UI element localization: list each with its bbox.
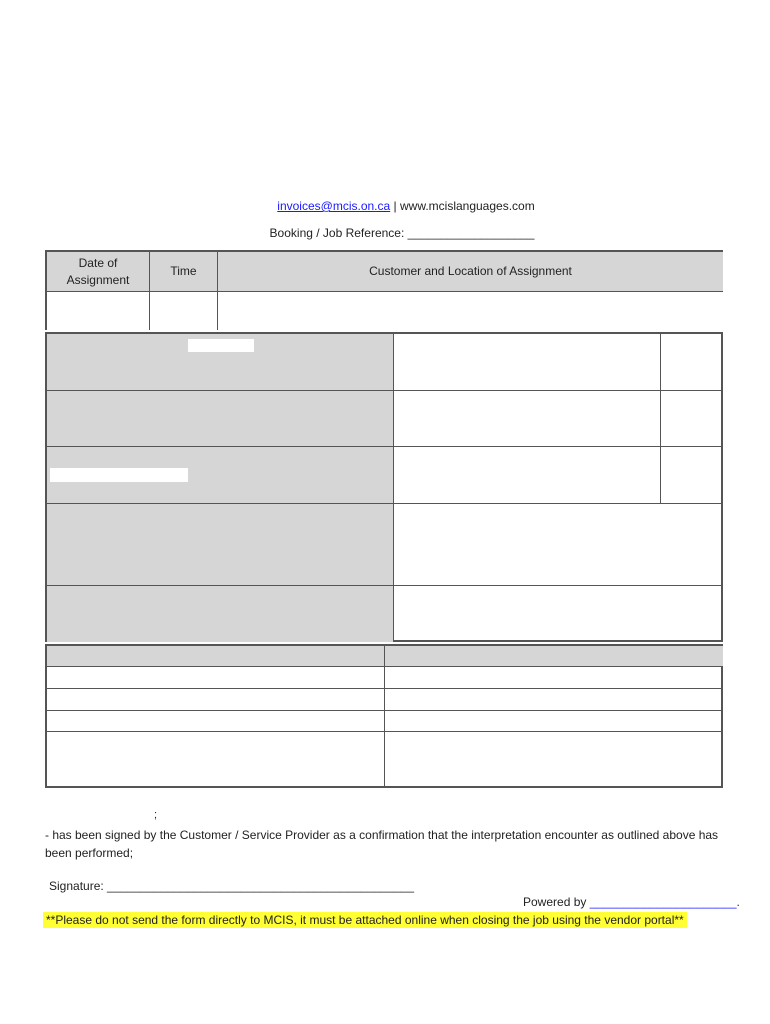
details-field-1[interactable]: [394, 334, 661, 391]
details-field-3[interactable]: [394, 447, 661, 504]
date-field[interactable]: [47, 292, 150, 330]
summary-row-4-left[interactable]: [47, 732, 385, 788]
confirmation-text: - has been signed by the Customer / Service Provider as a confirmation that the interpretation encounter as outlined above has been performed;: [45, 828, 719, 860]
details-field-4[interactable]: [394, 504, 723, 586]
summary-row-2-left[interactable]: [47, 689, 385, 711]
details-field-5[interactable]: [394, 586, 723, 642]
contact-line: [0, 199, 770, 213]
header-time: Time: [150, 252, 218, 292]
summary-header-left: [47, 646, 385, 667]
summary-row-3-left[interactable]: [47, 711, 385, 732]
powered-by-link[interactable]: ______________________: [589, 895, 737, 909]
time-field[interactable]: [150, 292, 218, 330]
header-date: Date of Assignment: [47, 252, 150, 292]
summary-row-2-right[interactable]: [385, 689, 723, 711]
white-label-box: [188, 339, 254, 352]
summary-row-1-left[interactable]: [47, 667, 385, 689]
details-label-3: [47, 447, 394, 504]
summary-row-1-right[interactable]: [385, 667, 723, 689]
details-small-field-2[interactable]: [661, 391, 723, 447]
email-link[interactable]: invoices@mcis.on.ca: [277, 199, 391, 213]
details-label-2: [47, 391, 394, 447]
summary-row-3-right[interactable]: [385, 711, 723, 732]
details-small-field-1[interactable]: [661, 334, 723, 391]
details-label-1: [47, 334, 394, 391]
white-label-box: [50, 468, 188, 482]
summary-row-4-right[interactable]: [385, 732, 723, 788]
summary-header-right: [385, 646, 723, 667]
semicolon-mark: ;: [154, 809, 158, 821]
details-label-5: [47, 586, 394, 642]
header-customer-location: Customer and Location of Assignment: [218, 252, 723, 292]
details-label-4: [47, 504, 394, 586]
powered-by-suffix: .: [736, 895, 740, 909]
signature-line[interactable]: Signature: ______________________________________________: [49, 879, 415, 893]
powered-by: [523, 895, 740, 909]
contact-separator: |: [390, 199, 400, 213]
details-table: [45, 332, 723, 642]
summary-table: [45, 644, 723, 788]
website-text: www.mcislanguages.com: [399, 199, 535, 213]
booking-reference: Booking / Job Reference: ___________________: [269, 226, 535, 240]
assignment-table: [45, 250, 723, 330]
customer-location-field[interactable]: [218, 292, 723, 330]
details-small-field-3[interactable]: [661, 447, 723, 504]
details-field-2[interactable]: [394, 391, 661, 447]
powered-by-label: Powered by: [523, 895, 590, 909]
vendor-portal-notice: **Please do not send the form directly to MCIS, it must be attached online when closing the job using the vendor portal**: [43, 912, 687, 928]
